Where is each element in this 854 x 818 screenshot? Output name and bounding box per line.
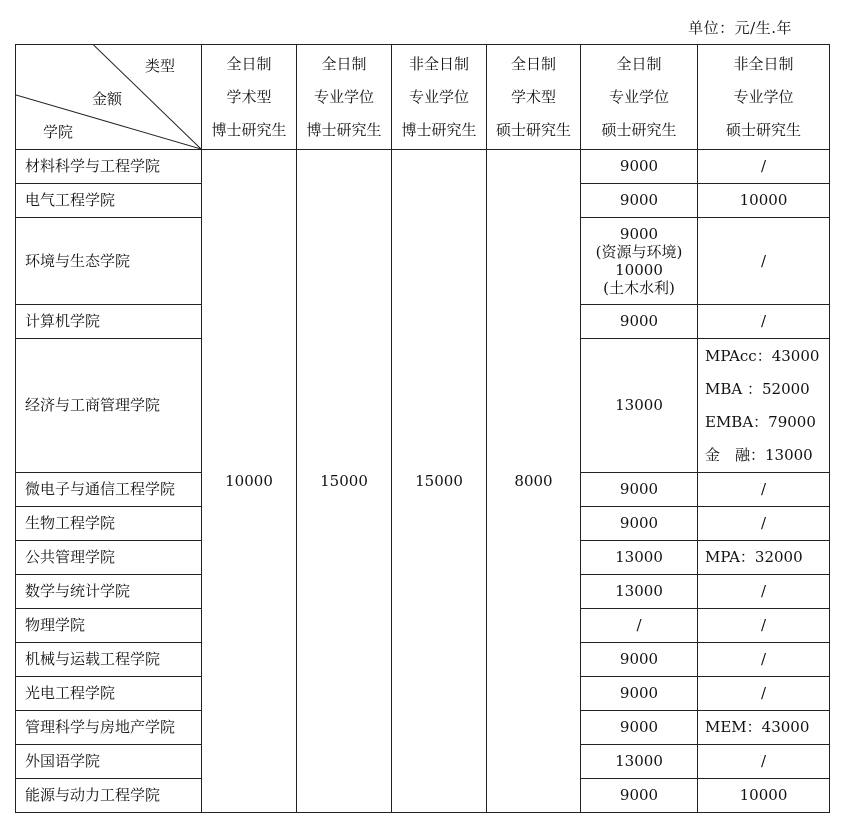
fee-pt-professional-master <box>698 575 830 609</box>
fee-value: / <box>760 312 767 331</box>
fee-value: 13000 <box>615 582 663 601</box>
fee-value: 9000 <box>619 786 659 805</box>
fee-ft-professional-master <box>581 541 698 575</box>
school-name: 生物工程学院 <box>16 507 202 541</box>
fee-pt-professional-master <box>698 184 830 218</box>
school-name: 微电子与通信工程学院 <box>16 473 202 507</box>
tuition-table <box>15 44 830 813</box>
unit-label: 单位：元/生.年 <box>688 19 792 37</box>
school-name: 经济与工商管理学院 <box>16 339 202 473</box>
fee-value: MPAcc：43000 <box>705 346 820 365</box>
fee-ft-professional-master <box>581 150 698 184</box>
fee-value: (土木水利) <box>603 279 675 297</box>
fee-value: / <box>760 616 767 635</box>
fee-value: / <box>760 582 767 601</box>
school-name: 机械与运载工程学院 <box>16 643 202 677</box>
fee-value: / <box>636 616 642 635</box>
corner-amount-label: 金额 <box>92 90 123 108</box>
fee-ft-professional-master <box>581 184 698 218</box>
fee-value: / <box>760 157 767 176</box>
fee-value: 9000 <box>619 514 659 533</box>
school-name: 光电工程学院 <box>16 677 202 711</box>
fee-value: / <box>760 251 767 270</box>
fee-ft-professional-master <box>581 305 698 339</box>
school-name: 能源与动力工程学院 <box>16 779 202 813</box>
fee-value: / <box>760 752 767 771</box>
fee-value: 9000 <box>619 684 659 703</box>
fee-pt-professional-master <box>698 150 830 184</box>
fee-value: / <box>760 480 767 499</box>
fee-pt-professional-master <box>698 218 830 305</box>
fee-value: MEM：43000 <box>705 718 810 737</box>
school-name: 管理科学与房地产学院 <box>16 711 202 745</box>
fee-pt-professional-master <box>698 677 830 711</box>
fee-value: MPA：32000 <box>705 548 803 567</box>
fee-ft-professional-master <box>581 339 698 473</box>
fee-ft-professional-master <box>581 473 698 507</box>
fee-value: (资源与环境) <box>595 243 683 261</box>
fee-ft-professional-master <box>581 507 698 541</box>
fee-value: 13000 <box>615 396 663 415</box>
fee-pt-professional-master <box>698 609 830 643</box>
corner-header <box>16 45 202 150</box>
school-name: 电气工程学院 <box>16 184 202 218</box>
fee-pt-professional-master <box>698 779 830 813</box>
fee-ft-professional-master <box>581 779 698 813</box>
school-name: 外国语学院 <box>16 745 202 779</box>
fee-ft-professional-master <box>581 677 698 711</box>
fee-value: 13000 <box>615 752 663 771</box>
school-name: 公共管理学院 <box>16 541 202 575</box>
fee-ft-professional-master <box>581 711 698 745</box>
fee-ft-professional-phd: 15000 <box>297 150 392 813</box>
fee-ft-professional-master <box>581 745 698 779</box>
col-header-ft-professional-master: 全日制 专业学位 硕士研究生 <box>581 45 698 150</box>
fee-pt-professional-master <box>698 643 830 677</box>
fee-value: 金 融：13000 <box>705 445 813 464</box>
col-header-ft-professional-phd: 全日制 专业学位 博士研究生 <box>297 45 392 150</box>
fee-value: 10000 <box>739 786 788 805</box>
fee-value: 9000 <box>619 225 659 243</box>
fee-value: / <box>760 650 767 669</box>
fee-ft-professional-master <box>581 643 698 677</box>
fee-ft-professional-master <box>581 218 698 305</box>
school-name: 材料科学与工程学院 <box>16 150 202 184</box>
fee-value: MBA ：52000 <box>705 379 810 398</box>
fee-pt-professional-master <box>698 711 830 745</box>
table-body <box>16 150 830 813</box>
fee-value: 10000 <box>739 191 788 210</box>
fee-value: 9000 <box>619 480 659 499</box>
fee-pt-professional-master <box>698 541 830 575</box>
fee-value: / <box>760 684 767 703</box>
fee-pt-professional-master <box>698 745 830 779</box>
fee-ft-academic-phd: 10000 <box>202 150 297 813</box>
fee-value: EMBA：79000 <box>705 412 816 431</box>
col-header-pt-professional-master: 非全日制 专业学位 硕士研究生 <box>698 45 830 150</box>
fee-pt-professional-master <box>698 473 830 507</box>
fee-value: 9000 <box>619 650 659 669</box>
fee-pt-professional-master <box>698 339 830 473</box>
fee-value: 10000 <box>615 261 663 279</box>
corner-type-label: 类型 <box>145 57 176 75</box>
fee-pt-professional-master <box>698 507 830 541</box>
school-name: 数学与统计学院 <box>16 575 202 609</box>
fee-pt-professional-phd: 15000 <box>392 150 487 813</box>
fee-ft-professional-master <box>581 575 698 609</box>
school-name: 物理学院 <box>16 609 202 643</box>
fee-value: 9000 <box>619 191 659 210</box>
col-header-ft-academic-master: 全日制 学术型 硕士研究生 <box>487 45 581 150</box>
fee-ft-professional-master <box>581 609 698 643</box>
col-header-ft-academic-phd: 全日制 学术型 博士研究生 <box>202 45 297 150</box>
fee-pt-professional-master <box>698 305 830 339</box>
corner-school-label: 学院 <box>43 123 74 141</box>
fee-value: 13000 <box>615 548 663 567</box>
header-row <box>16 45 830 150</box>
fee-value: 9000 <box>619 157 659 176</box>
school-name: 环境与生态学院 <box>16 218 202 305</box>
fee-value: 9000 <box>619 312 659 331</box>
fee-ft-academic-master: 8000 <box>487 150 581 813</box>
fee-value: / <box>760 514 767 533</box>
fee-value: 9000 <box>619 718 659 737</box>
table-row <box>16 150 830 184</box>
school-name: 计算机学院 <box>16 305 202 339</box>
col-header-pt-professional-phd: 非全日制 专业学位 博士研究生 <box>392 45 487 150</box>
